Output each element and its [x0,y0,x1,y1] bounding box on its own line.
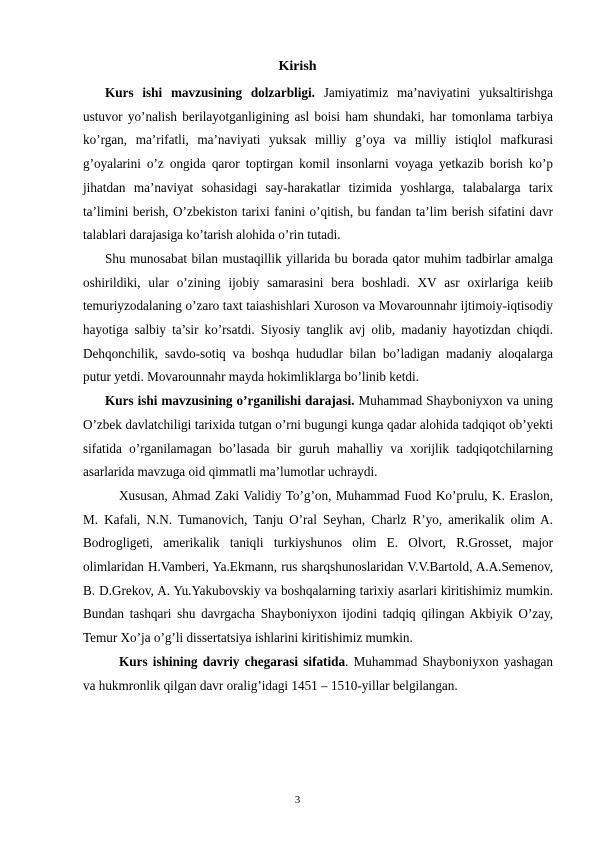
page-title: Kirish [278,59,317,74]
paragraph-text: . Muhammad Shayboniyxon yashagan va hukmronlik qilgan davr oralig’idagi 1451 – 1510-yillar belgilangan. [83,653,553,693]
paragraph-study-level [83,389,553,484]
paragraph-text: Muhammad Shayboniyxon va uning O’zbek davlatchiligi tarixida tutgan o’rni bugungi kunga qadar alohida tadqiqot ob’yekti sifatida o’rganilamagan bo’lasada bir guruh mahalliy va xorijlik tadqiqotchilarning asarlarida mavzuga oid qimmatli ma’lumotlar uchraydi. [83,393,553,480]
paragraph-heading: Kurs ishining davriy chegarasi sifatida [119,653,346,669]
paragraph-chronological-scope [83,650,553,697]
paragraph-text: Xususan, Ahmad Zaki Validiy To’g’on, Muhammad Fuod Ko’prulu, K. Eraslon, M. Kafali, N.N. Tumanovich, Tanju O’ral Seyhan, Charlz R’yo, amerikalik olim A. Bodrogligeti, amerikalik taniqli turkiyshunos olim E. Olvort, R.Grosset, major olimlaridan H.Vamberi, Ya.Ekmann, rus sharqshunoslaridan V.V.Bartold, A.A.Semenov, B. D.Grekov, A. Yu.Yakubovskiy va boshqalarning tarixiy asarlari kiritishimiz mumkin. Bundan tashqari shu davrgacha Shayboniyxon ijodini tadqiq qilingan Akbiyik O’zay, Temur Xo’ja o’g’li dissertatsiya ishlarini kiritishimiz mumkin. [83,487,553,646]
paragraph-text: Shu munosabat bilan mustaqillik yillarida bu borada qator muhim tadbirlar amalga oshirildiki, ular o’zining ijobiy samarasini bera boshladi. XV asr oxirlariga keiib temuriyzodalaning o’zaro taxt taiashishlari Xuroson va Movarounnahr ijtimoiy-iqtisodiy hayotiga salbiy ta’sir ko’rsatdi. Siyosiy tanglik avj olib, madaniy hayotizdan chiqdi. Dehqonchilik, savdo-sotiq va boshqa hududlar bilan bo’ladigan madaniy aloqalarga putur yetdi. Movarounnahr mayda hokimliklarga bo’linib ketdi. [83,250,553,385]
paragraph-heading: Kurs ishi mavzusining dolzarbligi. [105,85,315,100]
paragraph-background [83,247,553,389]
document-body [83,81,553,697]
paragraph-text: Jamiyatimiz ma’naviyatini yuksaltirishga ustuvor yo’nalish berilayotganligining asl boisi ham shundaki, har tomonlama tarbiya ko’rgan, ma’rifatli, ma’naviyati yuksak milliy g’oya va milliy istiqlol mafkurasi g’oyalarini o’z ongida qaror toptirgan komil insonlarni voyaga yetkazib borish ko’p jihatdan ma’naviyat sohasidagi say-harakatlar tizimida yoshlarga, talabalarga tarix ta’limini berish, O’zbekiston tarixi fanini o’qitish, bu fandan ta’lim berish sifatini davr talablari darajasiga ko’tarish alohida o’rin tutadi. [83,85,553,243]
paragraph-researchers [83,484,553,650]
paragraph-heading: Kurs ishi mavzusining o’rganilishi darajasi. [105,393,355,409]
paragraph-relevance [83,81,553,247]
page-number: 3 [294,794,301,806]
